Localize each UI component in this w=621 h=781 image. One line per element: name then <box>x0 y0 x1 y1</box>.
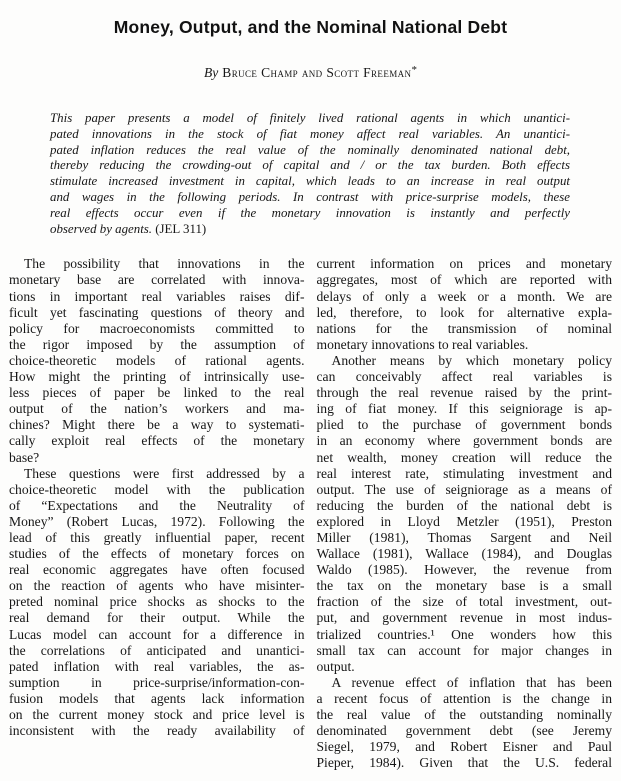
text-line: choice-theoretic model with the publication <box>9 481 305 497</box>
text-line: A revenue effect of inflation that has been <box>331 674 612 690</box>
text-line: trialized countries.¹ One wonders how this <box>316 626 612 642</box>
text-line: less pieces of paper be linked to the real <box>9 385 305 401</box>
text-line: Pieper, 1984). Given that the U.S. federal <box>316 755 612 771</box>
right-column <box>317 256 613 771</box>
text-line: put, and government revenue in most indus- <box>316 610 612 626</box>
text-line: output of the nation’s workers and ma- <box>9 401 305 417</box>
text-line: base? <box>9 449 40 465</box>
text-line: explored in Lloyd Metzler (1951), Preston <box>316 513 612 529</box>
text-line: policy for macroeconomists committed to <box>9 320 305 336</box>
text-line: aggregates, most of which are reported with <box>316 272 612 288</box>
abstract-block <box>50 111 570 237</box>
text-line: chines? Might there be a way to systemati- <box>9 417 305 433</box>
text-line: real demand for their output. While the <box>9 610 305 626</box>
text-line: through the real revenue raised by the print- <box>316 385 612 401</box>
text-line: pated inflation with real variables, the as- <box>9 658 305 674</box>
byline <box>0 64 621 81</box>
text-line: tions in important real variables raises dif- <box>9 288 305 304</box>
text-line: Wallace (1981), Wallace (1984), and Douglas <box>316 546 612 562</box>
text-line: monetary innovations to real variables. <box>316 336 529 352</box>
text-line: delays of only a week or a month. We are <box>316 288 612 304</box>
text-line: lead of this greatly influential paper, recent <box>9 529 305 545</box>
text-line: output. <box>316 658 355 674</box>
text-line: These questions were first addressed by a <box>24 465 305 481</box>
text-line: preted nominal price shocks as shocks to the <box>9 594 305 610</box>
text-line: denominated government debt (see Jeremy <box>316 723 612 739</box>
text-line: on the reaction of agents who have misinter- <box>9 578 305 594</box>
text-line: real effects occur even if the monetary innovation is instantly and perfectly <box>50 205 570 220</box>
text-line: choice-theoretic models of rational agents. <box>9 352 305 368</box>
text-line: on the current money stock and price level is <box>9 707 305 722</box>
text-line: ficult yet fascinating questions of theory and <box>9 304 305 320</box>
text-line: sumption in price-surprise/information-con- <box>9 674 305 690</box>
paragraph <box>317 675 613 772</box>
text-line: Lucas model can account for a difference in <box>9 626 305 642</box>
text-line: thereby reducing the crowding-out of capital and / or the tax burden. Both effects <box>50 158 570 173</box>
text-line: fusion models that agents lack information <box>9 690 305 706</box>
author-footnote-marker: * <box>411 64 417 76</box>
text-line: current information on prices and monetary <box>316 256 612 272</box>
text-line: of “Expectations and the Neutrality of <box>9 497 305 513</box>
text-line: This paper presents a model of finitely lived rational agents in which unantici- <box>50 111 570 125</box>
text-line: net wealth, money creation will reduce the <box>316 449 612 465</box>
paragraph <box>50 111 570 237</box>
text-line: cally exploit real effects of the monetary <box>9 433 305 449</box>
text-line: Miller (1981), Thomas Sargent and Neil <box>316 529 612 545</box>
text-line: fraction of the size of total investment, out- <box>316 594 612 610</box>
byline-authors: Bruce Champ and Scott Freeman <box>222 65 412 80</box>
text-line: The possibility that innovations in the <box>24 256 305 272</box>
paper-title: Money, Output, and the Nominal National Debt <box>113 17 508 37</box>
paragraph <box>9 256 305 465</box>
text-line: the rigor imposed by the assumption of <box>9 336 305 352</box>
text-line: and wages in the following periods. In contrast with price-surprise models, these <box>50 189 570 204</box>
text-line: nations for the transmission of nominal <box>316 320 612 336</box>
text-line: led, therefore, to look for alternative expla- <box>316 304 612 320</box>
paragraph <box>317 353 613 675</box>
text-line: plied to the purchase of government bonds <box>316 417 612 433</box>
text-line <box>50 222 570 238</box>
text-line: Waldo (1985). However, the revenue from <box>316 562 612 578</box>
text-line: Another means by which monetary policy <box>331 352 612 368</box>
text-segment: observed by agents. <box>50 221 156 236</box>
text-line: real economic aggregates have often focused <box>9 562 305 578</box>
text-line: in an economy where government bonds are <box>316 433 612 449</box>
text-line: studies of the effects of monetary forces on <box>9 546 305 562</box>
text-line: small tax can account for major changes in <box>316 642 612 658</box>
text-line: pated inflation reduces the real value of the nominally denominated national debt, <box>50 142 570 157</box>
text-line: ing of fiat money. If this seigniorage is ap- <box>316 401 612 417</box>
text-line: How might the printing of intrinsically use- <box>9 369 305 385</box>
text-line: a recent focus of attention is the change in <box>316 690 612 706</box>
text-line: output. The use of seigniorage as a means of <box>316 481 612 497</box>
byline-prefix: By <box>204 65 219 80</box>
text-line: real interest rate, stimulating investment and <box>316 465 612 481</box>
text-line: monetary base are correlated with innova- <box>9 272 305 288</box>
text-line: can conceivably affect real variables is <box>316 369 612 385</box>
text-line: Money” (Robert Lucas, 1972). Following the <box>9 513 305 529</box>
text-line: the tax on the monetary base is a small <box>316 578 612 594</box>
text-line: stimulate increased investment in capital, which leads to an increase in real output <box>50 174 570 189</box>
paragraph <box>317 256 613 353</box>
paragraph <box>9 466 305 740</box>
text-line: inconsistent with the ready availability of <box>9 723 305 739</box>
text-line: Siegel, 1979, and Robert Eisner and Paul <box>316 739 612 755</box>
text-line: reducing the burden of the national debt is <box>316 497 612 513</box>
body-columns <box>0 256 621 771</box>
text-line: pated innovations in the stock of fiat money affect real variables. An unantici- <box>50 126 570 141</box>
left-column <box>9 256 305 771</box>
text-line: the real value of the outstanding nominally <box>316 707 612 722</box>
text-segment: (JEL 311) <box>155 221 207 236</box>
text-line: the correlations of anticipated and unantici- <box>9 642 305 658</box>
